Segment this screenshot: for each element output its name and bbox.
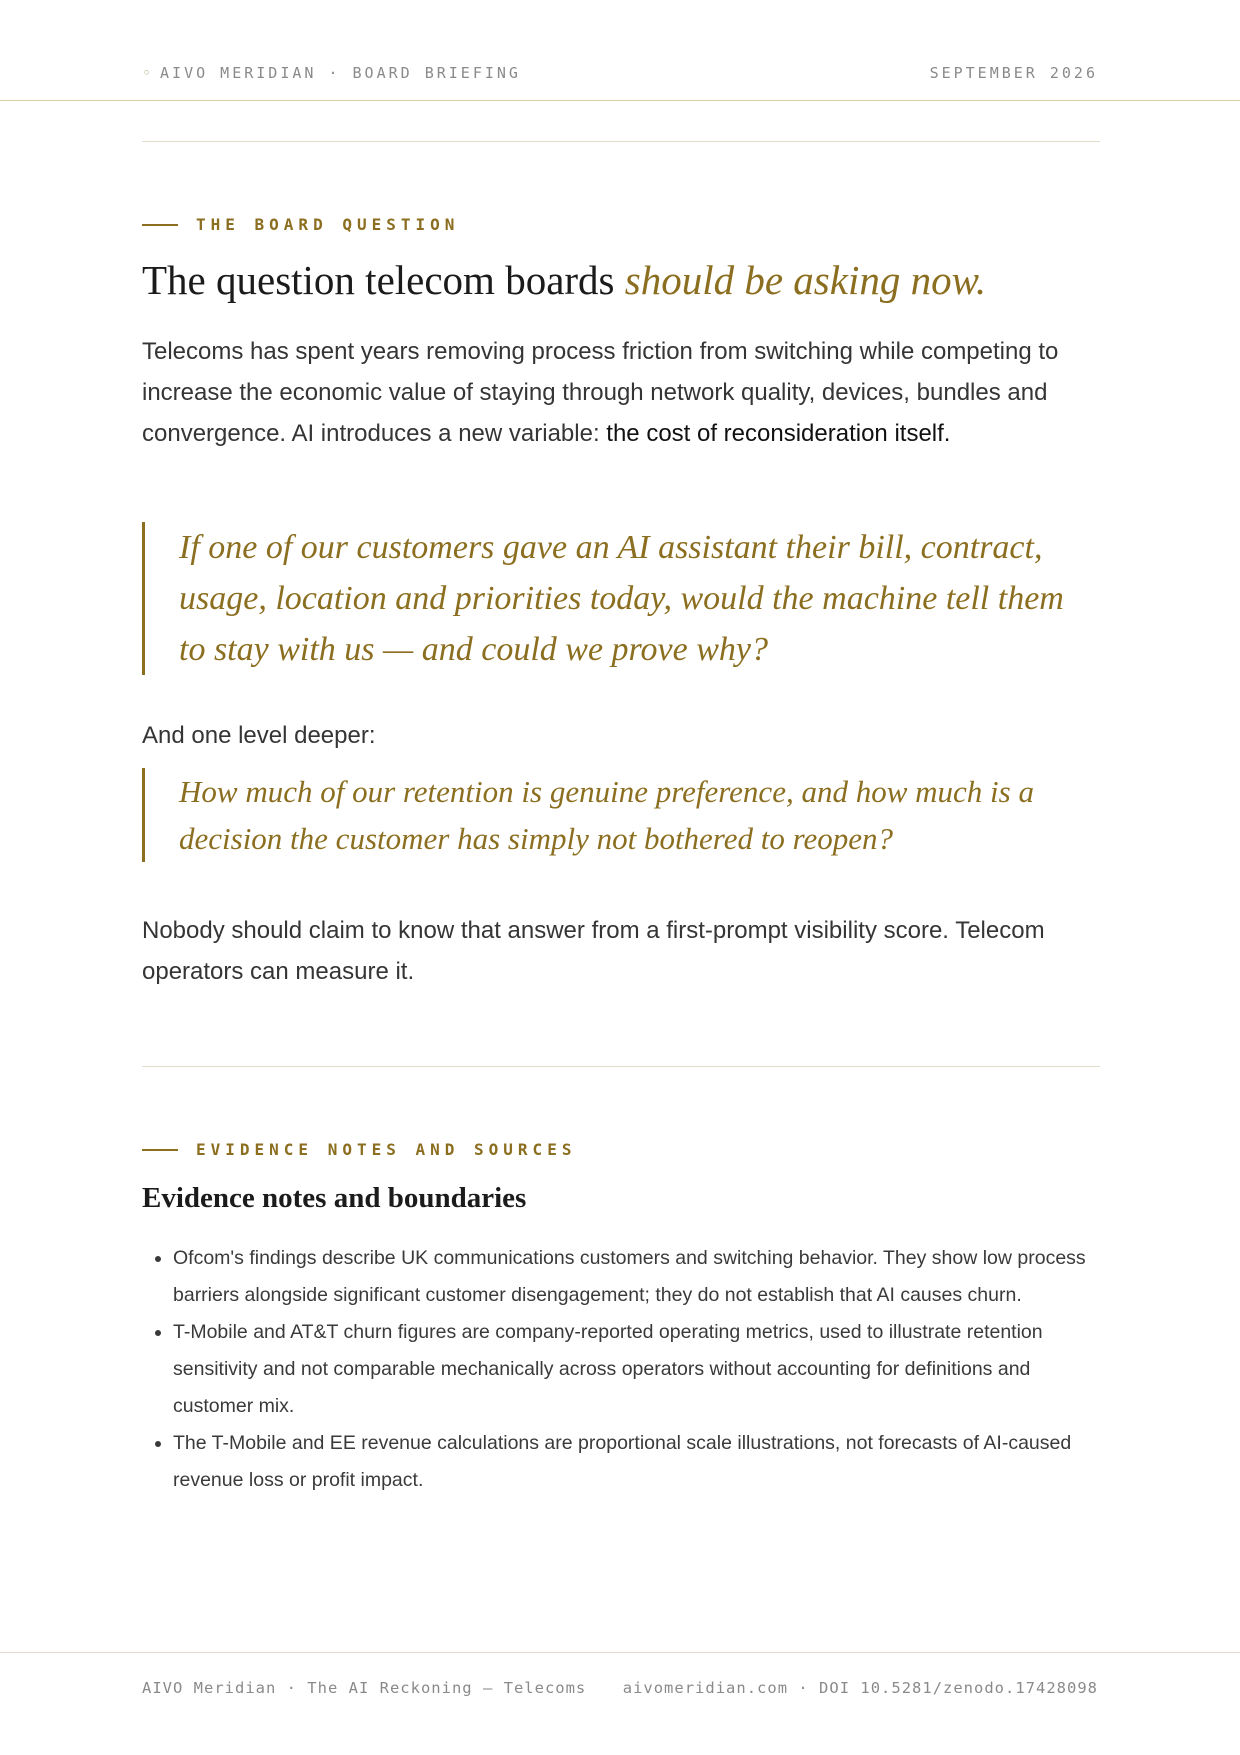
title-plain: The question telecom boards [142,257,625,303]
brand-mark-icon: ◦ [142,64,155,82]
intro-emphasis: the cost of reconsideration itself. [606,420,951,447]
section-title [142,256,986,304]
evidence-title: Evidence notes and boundaries [142,1182,527,1214]
eyebrow-label: THE BOARD QUESTION [196,215,460,234]
intro-text: Telecoms has spent years removing process friction from switching while competing to increase the economic value of staying through network quality, devices, bundles and convergence. AI introduces a new variable: [142,338,1059,447]
brand-text: AIVO MERIDIAN · BOARD BRIEFING [160,64,521,82]
top-divider [142,141,1100,142]
evidence-notes-list [142,1240,1113,1499]
title-emphasis: should be asking now. [624,257,987,303]
eyebrow-dash [142,1149,178,1151]
section-eyebrow-board-question [142,215,459,234]
pull-quote-text: If one of our customers gave an AI assistant their bill, contract, usage, location and priorities today, would the machine tell them to stay with us — and could we prove why? [179,529,1064,668]
pull-quote-primary [142,522,1072,675]
pull-quote-text: How much of our retention is genuine preference, and how much is a decision the customer has simply not bothered to reopen? [179,774,1034,856]
list-item: • Ofcom's findings describe UK communications customers and switching behavior. They show low process barriers alongside significant customer disengagement; they do not establish that AI causes churn. [173,1240,1113,1314]
list-item: • The T-Mobile and EE revenue calculations are proportional scale illustrations, not forecasts of AI-caused revenue loss or profit impact. [173,1425,1113,1499]
page-header [0,0,1240,101]
brand-label [142,64,521,82]
lead-in-text: And one level deeper: [142,722,376,749]
pull-quote-secondary [142,768,1072,862]
page-footer [0,1652,1240,1755]
section-eyebrow-evidence [142,1140,576,1159]
section-divider [142,1066,1100,1067]
list-item: • T-Mobile and AT&T churn figures are company-reported operating metrics, used to illustrate retention sensitivity and not comparable mechanically across operators without accounting for definitions and customer mix. [173,1314,1113,1425]
eyebrow-label: EVIDENCE NOTES AND SOURCES [196,1140,577,1159]
eyebrow-dash [142,224,178,226]
intro-paragraph [142,331,1062,454]
footer-doi: aivomeridian.com · DOI 10.5281/zenodo.17428098 [622,1679,1098,1697]
closing-paragraph: Nobody should claim to know that answer from a first-prompt visibility score. Telecom operators can measure it. [142,917,1045,985]
footer-publication: AIVO Meridian · The AI Reckoning — Telecoms [142,1679,587,1697]
issue-date: SEPTEMBER 2026 [929,64,1098,82]
